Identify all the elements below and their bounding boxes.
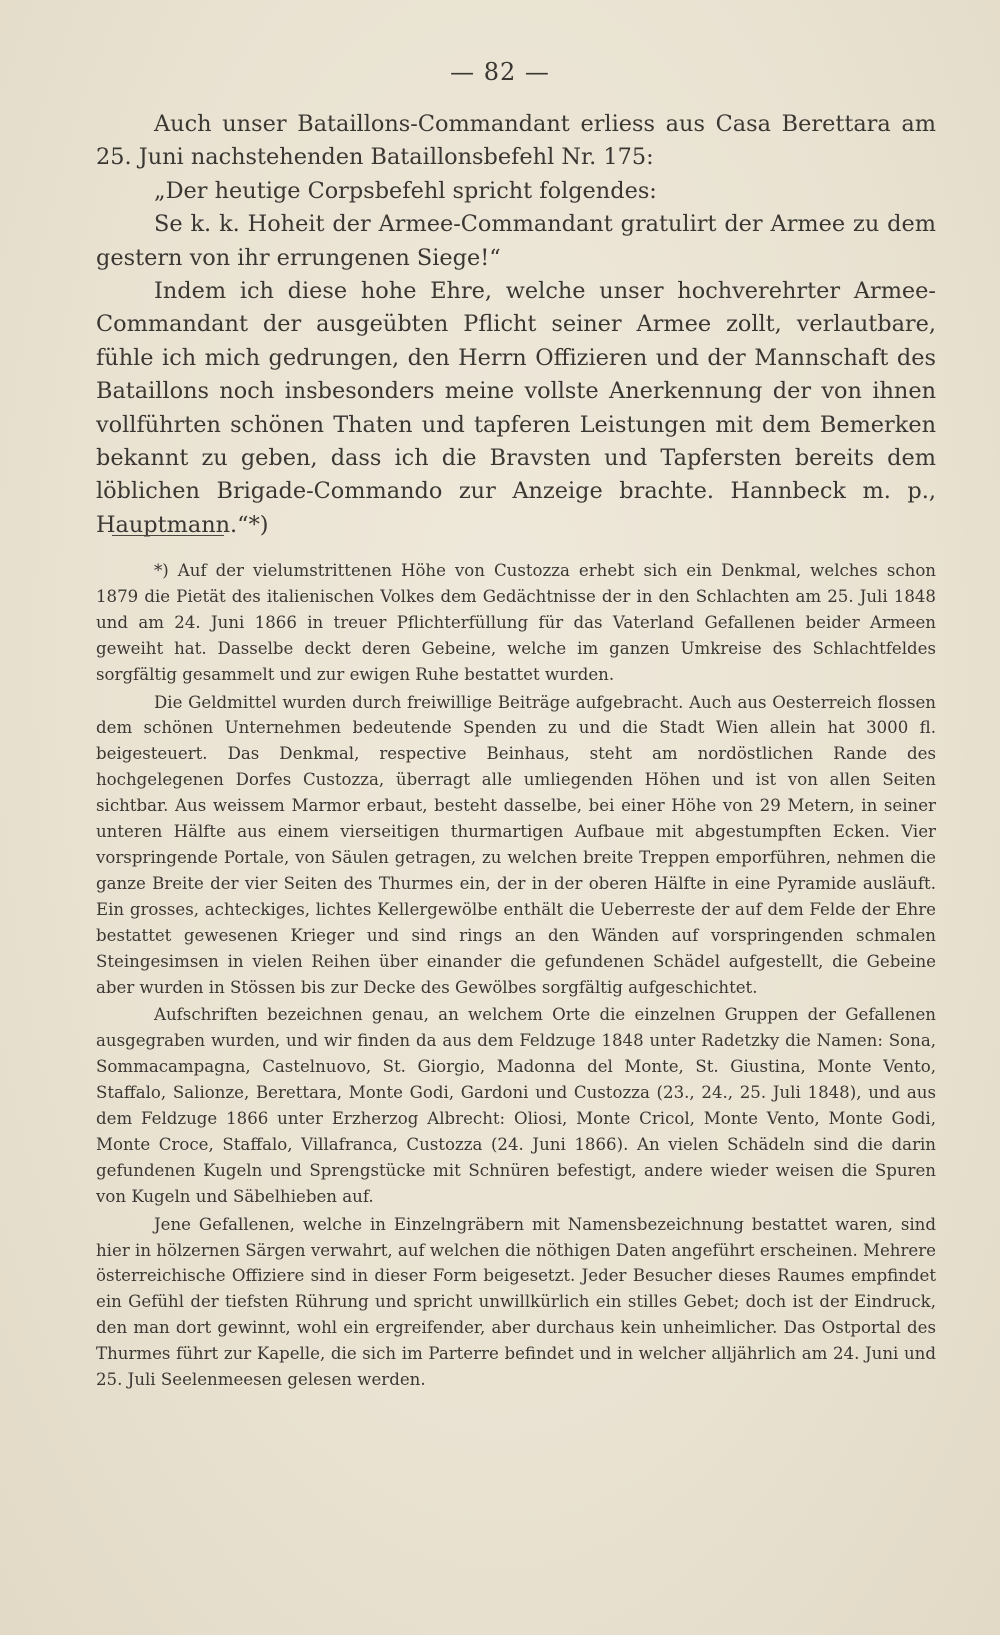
footnote-paragraph-coffins: Jene Gefallenen, welche in Einzelngräbern mit Namensbezeichnung bestattet waren, sind hier in hölzernen Särgen verwahrt, auf welchen die nöthigen Daten angeführt erscheinen. Mehrere österreichische Offiziere sind in dieser Form beigesetzt. Jeder Besucher dieses Raumes empfindet ein Gefühl der tiefsten Rührung und spricht unwillkürlich ein stilles Gebet; doch ist der Eindruck, den man dort gewinnt, wohl ein ergreifender, aber durchaus kein unheimlicher. Das Ostportal des Thurmes führt zur Kapelle, die sich im Parterre befindet und in welcher alljährlich am 24. Juni und 25. Juli Seelenmeesen gelesen werden. [96, 1214, 936, 1390]
footnote-paragraph-monument: *) Auf der vielumstrittenen Höhe von Custozza erhebt sich ein Denkmal, welches schon 1879 die Pietät des italienischen Volkes dem Gedächtnisse der in den Schlachten am 25. Juli 1848 und am 24. Juni 1866 in treuer Pflichterfüllung für das Vaterland Gefallenen beider Armeen geweiht hat. Dasselbe deckt deren Gebeine, welche im ganzen Umkreise des Schlachtfeldes sorgfältig gesammelt und zur ewigen Ruhe bestattet wurden. [96, 561, 936, 684]
paragraph-battalion-order: Auch unser Bataillons-Commandant erliess aus Casa Berettara am 25. Juni nachstehenden Bataillonsbefehl Nr. 175: [96, 111, 936, 171]
page-number: — 82 — [450, 58, 550, 86]
footnote-block [96, 558, 936, 1395]
paragraph-corps-order-intro: „Der heutige Corpsbefehl spricht folgendes: [154, 177, 657, 204]
main-text-block [96, 108, 936, 542]
paragraph-congratulation: Se k. k. Hoheit der Armee-Commandant gratulirt der Armee zu dem gestern von ihr errungenen Siege!“ [96, 211, 936, 271]
footnote-paragraph-inscriptions: Aufschriften bezeichnen genau, an welchem Orte die einzelnen Gruppen der Gefallenen ausgegraben wurden, und wir finden da aus dem Feldzuge 1848 unter Radetzky die Namen: Sona, Sommacampagna, Castelnuovo, St. Giorgio, Madonna del Monte, St. Giustina, Monte Vento, Staffalo, Salionze, Berettara, Monte Godi, Gardoni und Custozza (23., 24., 25. Juli 1848), und aus dem Feldzuge 1866 unter Erzherzog Albrecht: Oliosi, Monte Cricol, Monte Vento, Monte Godi, Monte Croce, Staffalo, Villafranca, Custozza (24. Juni 1866). An vielen Schädeln sind die darin gefundenen Kugeln und Sprengstücke mit Schnüren befestigt, andere wieder weisen die Spuren von Kugeln und Säbelhieben auf. [96, 1005, 936, 1206]
footnote-paragraph-construction: Die Geldmittel wurden durch freiwillige Beiträge aufgebracht. Auch aus Oesterreich flossen dem schönen Unternehmen bedeutende Spenden zu und die Stadt Wien allein hat 3000 fl. beigesteuert. Das Denkmal, respective Beinhaus, steht am nordöstlichen Rande des hochgelegenen Dorfes Custozza, überragt alle umliegenden Höhen und ist von allen Seiten sichtbar. Aus weissem Marmor erbaut, besteht dasselbe, bei einer Höhe von 29 Metern, in seiner unteren Hälfte aus einem vierseitigen thurmartigen Aufbaue mit abgestumpften Ecken. Vier vorspringende Portale, von Säulen getragen, zu welchen breite Treppen emporführen, nehmen die ganze Breite der vier Seiten des Thurmes ein, der in der oberen Hälfte in eine Pyramide ausläuft. Ein grosses, achteckiges, lichtes Kellergewölbe enthält die Ueberreste der auf dem Felde der Ehre bestattet gewesenen Krieger und sind rings an den Wänden auf vorspringenden schmalen Steingesimsen in vielen Reihen über einander die gefundenen Schädel aufgestellt, die Gebeine aber wurden in Stössen bis zur Decke des Gewölbes sorgfältig aufgeschichtet. [96, 692, 936, 997]
footnote-separator [112, 535, 224, 536]
paragraph-commander-praise: Indem ich diese hohe Ehre, welche unser hochverehrter Armee-Commandant der ausgeübten Pflicht seiner Armee zollt, verlautbare, fühle ich mich gedrungen, den Herrn Offizieren und der Mannschaft des Bataillons noch insbesonders meine vollste Anerkennung der von ihnen vollführten schönen Thaten und tapferen Leistungen mit dem Bemerken bekannt zu geben, dass ich die Bravsten und Tapfersten bereits dem löblichen Brigade-Commando zur Anzeige brachte. Hannbeck m. p., Hauptmann.“*) [96, 278, 936, 538]
